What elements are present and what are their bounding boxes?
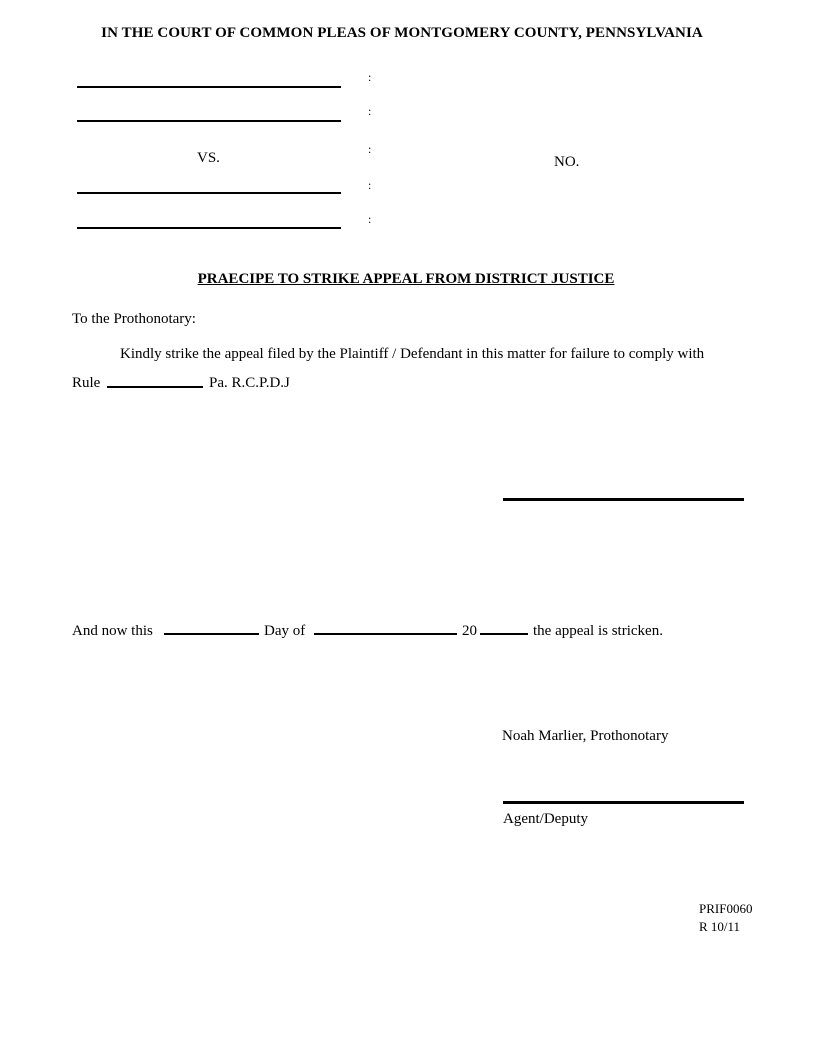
order-and-now-label: And now this bbox=[72, 623, 153, 639]
plaintiff-line-2[interactable] bbox=[77, 120, 341, 122]
case-number-label: NO. bbox=[554, 154, 580, 170]
caption-colon: : bbox=[368, 142, 372, 156]
rule-number-blank[interactable] bbox=[107, 386, 203, 388]
form-code: PRIF0060 bbox=[699, 901, 753, 916]
rule-label: Rule bbox=[72, 375, 101, 391]
caption-colon: : bbox=[368, 212, 372, 226]
order-year-blank[interactable] bbox=[480, 633, 528, 635]
salutation: To the Prothonotary: bbox=[72, 311, 196, 327]
document-title: PRAECIPE TO STRIKE APPEAL FROM DISTRICT JUSTICE bbox=[197, 271, 615, 287]
order-year-prefix: 20 bbox=[462, 623, 477, 639]
agent-signature-line[interactable] bbox=[503, 801, 744, 804]
defendant-line-2[interactable] bbox=[77, 227, 341, 229]
filer-signature-line[interactable] bbox=[503, 498, 744, 501]
form-revision: R 10/11 bbox=[699, 919, 741, 934]
order-stricken-text: the appeal is stricken. bbox=[533, 623, 663, 639]
agent-deputy-label: Agent/Deputy bbox=[503, 811, 588, 827]
caption-colon: : bbox=[368, 70, 372, 84]
caption-colon: : bbox=[368, 104, 372, 118]
vs-label: VS. bbox=[197, 150, 220, 166]
rule-suffix: Pa. R.C.P.D.J bbox=[209, 375, 290, 391]
caption-colon: : bbox=[368, 178, 372, 192]
order-month-blank[interactable] bbox=[314, 633, 457, 635]
court-header: IN THE COURT OF COMMON PLEAS OF MONTGOMERY COUNTY, PENNSYLVANIA bbox=[101, 25, 703, 41]
plaintiff-line-1[interactable] bbox=[77, 86, 341, 88]
defendant-line-1[interactable] bbox=[77, 192, 341, 194]
prothonotary-name: Noah Marlier, Prothonotary bbox=[502, 728, 669, 744]
body-paragraph-line-1: Kindly strike the appeal filed by the Plaintiff / Defendant in this matter for failure to comply with bbox=[120, 346, 705, 362]
order-day-blank[interactable] bbox=[164, 633, 259, 635]
order-day-of-label: Day of bbox=[264, 623, 306, 639]
